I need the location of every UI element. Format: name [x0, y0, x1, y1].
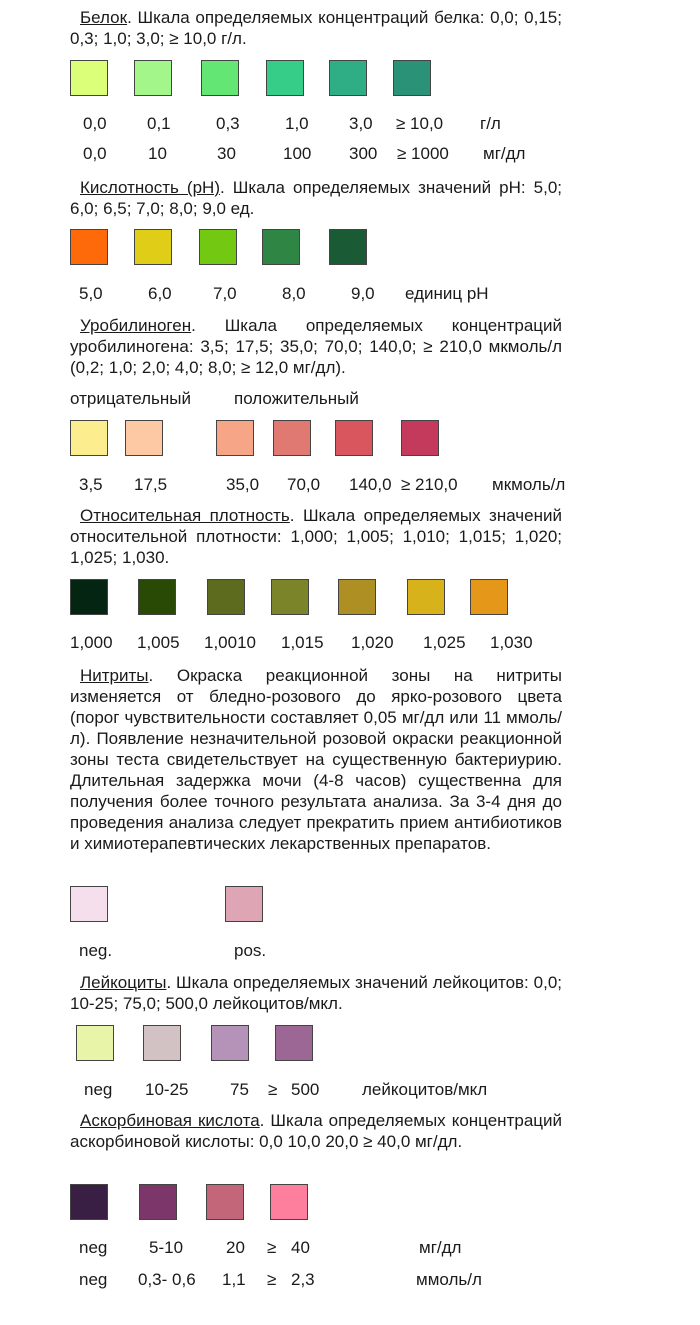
urobilinogen-description	[70, 315, 562, 378]
ph-swatch	[199, 229, 237, 265]
leukocytes-value: 75	[230, 1080, 249, 1099]
ascorbic-swatch	[70, 1184, 108, 1220]
density-swatch	[407, 579, 445, 615]
ascorbic-value-mgdl: 20	[226, 1238, 245, 1257]
nitrites-text: . Окраска реакционной зоны на нитриты изменяется от бледно-розового до ярко-розового цвета (порог чувствительности составляет 0,05 мг/дл или 11 ммоль/л). Появление незначительной розовой окраски реакционной зоны теста свидетельствует на существенную бактериурию. Длительная задержка мочи (4-8 часов) существенна для получения более точного результата анализа. За 3-4 дня до проведения анализа следует прекратить прием антибиотиков и химиотерапевтических лекарственных препаратов.	[70, 666, 562, 853]
urobilinogen-value: 70,0	[287, 475, 321, 494]
density-swatch	[70, 579, 108, 615]
density-swatch	[207, 579, 245, 615]
urobilinogen-title: Уробилиноген	[80, 316, 192, 335]
ascorbic-value-mmol: neg	[79, 1270, 108, 1289]
ascorbic-unit-mmol: ммоль/л	[416, 1270, 482, 1289]
density-text: . Шкала определяемых значений относительной плотности: 1,000; 1,005; 1,010; 1,015; 1,020; 1,025; 1,030.	[70, 506, 562, 567]
urobilinogen-swatch	[216, 420, 254, 456]
protein-swatch	[201, 60, 239, 96]
leukocytes-value: 10-25	[145, 1080, 189, 1099]
urobilinogen-swatch	[125, 420, 163, 456]
leukocytes-title: Лейкоциты	[80, 973, 167, 992]
ph-value: 5,0	[79, 284, 103, 303]
protein-value-mgdl: 100	[283, 144, 312, 163]
urobilinogen-value: 140,0	[349, 475, 392, 494]
density-value: 1,015	[281, 633, 324, 652]
ascorbic-value-mmol: 1,1	[222, 1270, 246, 1289]
ascorbic-description	[70, 1110, 562, 1152]
density-value: 1,005	[137, 633, 180, 652]
density-description	[70, 505, 562, 568]
leukocytes-swatch	[275, 1025, 313, 1061]
protein-value-mgdl: 10	[148, 144, 167, 163]
urobilinogen-value: 17,5	[134, 475, 168, 494]
density-swatch	[271, 579, 309, 615]
protein-swatch	[329, 60, 367, 96]
ascorbic-swatch	[206, 1184, 244, 1220]
urobilinogen-swatch	[401, 420, 439, 456]
protein-description	[70, 7, 562, 49]
density-value: 1,025	[423, 633, 466, 652]
nitrites-title: Нитриты	[80, 666, 149, 685]
protein-value-gl: 3,0	[349, 114, 373, 133]
protein-value-mgdl: ≥ 1000	[397, 144, 449, 163]
urobilinogen-value: ≥ 210,0	[401, 475, 458, 494]
ph-value: 7,0	[213, 284, 237, 303]
nitrites-negative: neg.	[79, 941, 113, 960]
nitrites-swatch	[225, 886, 263, 922]
ph-value: 9,0	[351, 284, 375, 303]
density-title: Относительная плотность	[80, 506, 290, 525]
ph-text: . Шкала определяемых значений pH: 5,0; 6,0; 6,5; 7,0; 8,0; 9,0 ед.	[70, 178, 562, 218]
density-value: 1,020	[351, 633, 394, 652]
protein-unit-gl: г/л	[480, 114, 501, 133]
urobilinogen-text: . Шкала определяемых концентраций уробилиногена: 3,5; 17,5; 35,0; 70,0; 140,0; ≥ 210,0 мкмоль/л (0,2; 1,0; 2,0; 4,0; 8,0; ≥ 12,0 мг/дл).	[70, 316, 562, 377]
protein-swatch	[393, 60, 431, 96]
urobilinogen-positive-label: положительный	[234, 389, 359, 408]
leukocytes-value: ≥	[268, 1080, 278, 1099]
ascorbic-value-mgdl: 40	[291, 1238, 310, 1257]
ascorbic-value-mmol: 2,3	[291, 1270, 315, 1289]
protein-value-mgdl: 30	[217, 144, 236, 163]
urobilinogen-swatch	[70, 420, 108, 456]
ph-swatch	[134, 229, 172, 265]
density-value: 1,0010	[204, 633, 256, 652]
protein-text: . Шкала определяемых концентраций белка: 0,0; 0,15; 0,3; 1,0; 3,0; ≥ 10,0 г/л.	[70, 8, 562, 48]
ph-description	[70, 177, 562, 219]
urobilinogen-swatch	[335, 420, 373, 456]
leukocytes-swatch	[76, 1025, 114, 1061]
ascorbic-value-mgdl: 5-10	[149, 1238, 184, 1257]
ph-swatch	[262, 229, 300, 265]
density-swatch	[338, 579, 376, 615]
protein-value-gl: ≥ 10,0	[396, 114, 444, 133]
nitrites-swatch	[70, 886, 108, 922]
density-swatch	[470, 579, 508, 615]
protein-swatch	[70, 60, 108, 96]
ph-swatch	[70, 229, 108, 265]
ascorbic-swatch	[270, 1184, 308, 1220]
ph-value: 6,0	[148, 284, 172, 303]
protein-value-gl: 0,1	[147, 114, 171, 133]
density-value: 1,000	[70, 633, 113, 652]
ascorbic-value-mgdl: ≥	[267, 1238, 277, 1257]
leukocytes-unit: лейкоцитов/мкл	[362, 1080, 488, 1099]
leukocytes-swatch	[143, 1025, 181, 1061]
protein-swatch	[266, 60, 304, 96]
ascorbic-title: Аскорбиновая кислота	[80, 1111, 260, 1130]
protein-unit-mgdl: мг/дл	[483, 144, 526, 163]
ph-swatch	[329, 229, 367, 265]
urobilinogen-value: 3,5	[79, 475, 103, 494]
urobilinogen-swatch	[273, 420, 311, 456]
ascorbic-text: . Шкала определяемых концентраций аскорбиновой кислоты: 0,0 10,0 20,0 ≥ 40,0 мг/дл.	[70, 1111, 562, 1151]
protein-title: Белок	[80, 8, 128, 27]
ph-value: 8,0	[282, 284, 306, 303]
urobilinogen-negative-label: отрицательный	[70, 389, 192, 408]
protein-swatch	[134, 60, 172, 96]
ascorbic-swatch	[139, 1184, 177, 1220]
protein-value-mgdl: 300	[349, 144, 378, 163]
ascorbic-value-mmol: ≥	[267, 1270, 277, 1289]
ascorbic-value-mmol: 0,3- 0,6	[138, 1270, 196, 1289]
leukocytes-value: 500	[291, 1080, 320, 1099]
urobilinogen-value: 35,0	[226, 475, 260, 494]
density-value: 1,030	[490, 633, 533, 652]
ascorbic-value-mgdl: neg	[79, 1238, 108, 1257]
nitrites-positive: pos.	[234, 941, 267, 960]
protein-value-mgdl: 0,0	[83, 144, 107, 163]
ph-unit: единиц pH	[405, 284, 489, 303]
ascorbic-unit-mgdl: мг/дл	[419, 1238, 462, 1257]
leukocytes-swatch	[211, 1025, 249, 1061]
protein-value-gl: 0,3	[216, 114, 240, 133]
leukocytes-text: . Шкала определяемых значений лейкоцитов: 0,0; 10-25; 75,0; 500,0 лейкоцитов/мкл.	[70, 973, 562, 1013]
urobilinogen-unit: мкмоль/л	[492, 475, 566, 494]
leukocytes-value: neg	[84, 1080, 113, 1099]
leukocytes-description	[70, 972, 562, 1014]
protein-value-gl: 1,0	[285, 114, 309, 133]
protein-value-gl: 0,0	[83, 114, 107, 133]
ph-title: Кислотность (pH)	[80, 178, 220, 197]
nitrites-description	[70, 665, 562, 854]
density-swatch	[138, 579, 176, 615]
